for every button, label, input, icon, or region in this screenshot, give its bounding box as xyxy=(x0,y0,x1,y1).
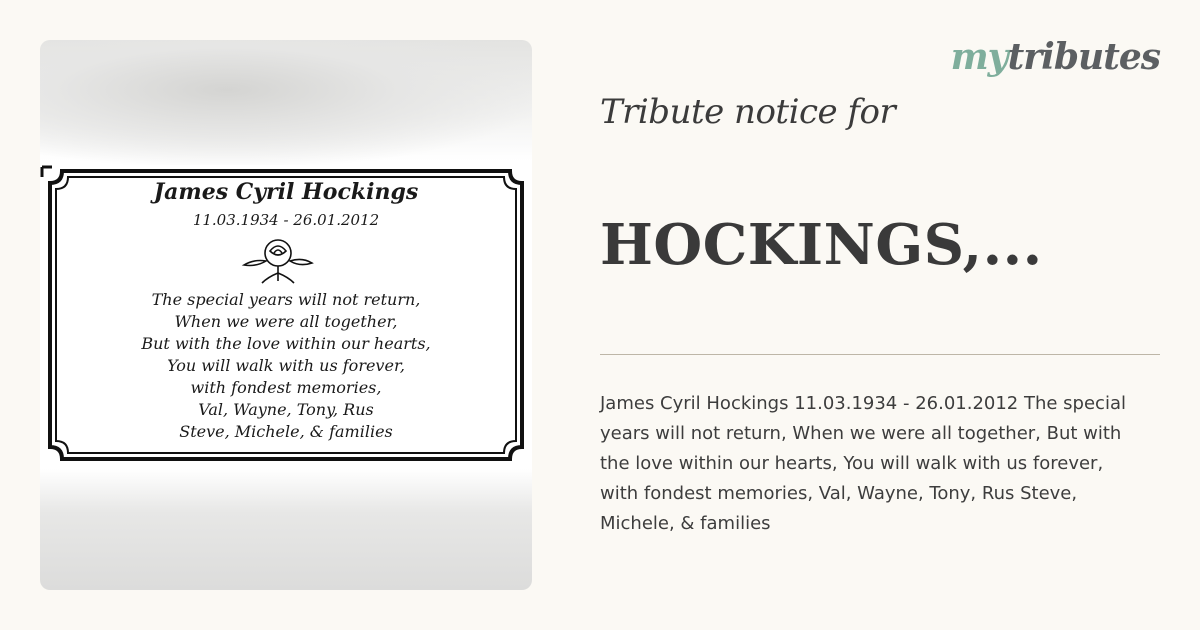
brand-name: tributes xyxy=(1007,36,1160,78)
divider xyxy=(600,354,1160,355)
notice-dates: 11.03.1934 - 26.01.2012 xyxy=(192,211,380,229)
brand-prefix: my xyxy=(950,36,1008,78)
image-haze xyxy=(40,40,532,165)
page-title: HOCKINGS,... xyxy=(600,212,1043,278)
signoff-line: Val, Wayne, Tony, Rus xyxy=(198,400,374,419)
page-subtitle: Tribute notice for xyxy=(600,92,896,132)
notice-signoff xyxy=(80,377,492,443)
verse-line: When we were all together, xyxy=(174,312,398,331)
notice-summary: James Cyril Hockings 11.03.1934 - 26.01.2012 The special years will not return, When we were all together, But with the love within our hearts, You will walk with us forever, with fondest memories, Val, Wayne, Tony, Rus Steve, Michele, & families xyxy=(600,393,1126,534)
brand-logo[interactable] xyxy=(951,36,1160,78)
rose-icon xyxy=(236,233,316,285)
notice-name: James Cyril Hockings xyxy=(153,179,419,205)
signoff-line: with fondest memories, xyxy=(190,378,382,397)
signoff-line: Steve, Michele, & families xyxy=(179,422,393,441)
notice-card xyxy=(40,165,532,465)
verse-line: But with the love within our hearts, xyxy=(141,334,431,353)
notice-image xyxy=(40,40,532,590)
verse-line: You will walk with us forever, xyxy=(167,356,405,375)
notice-verse xyxy=(80,289,492,377)
verse-line: The special years will not return, xyxy=(151,290,421,309)
